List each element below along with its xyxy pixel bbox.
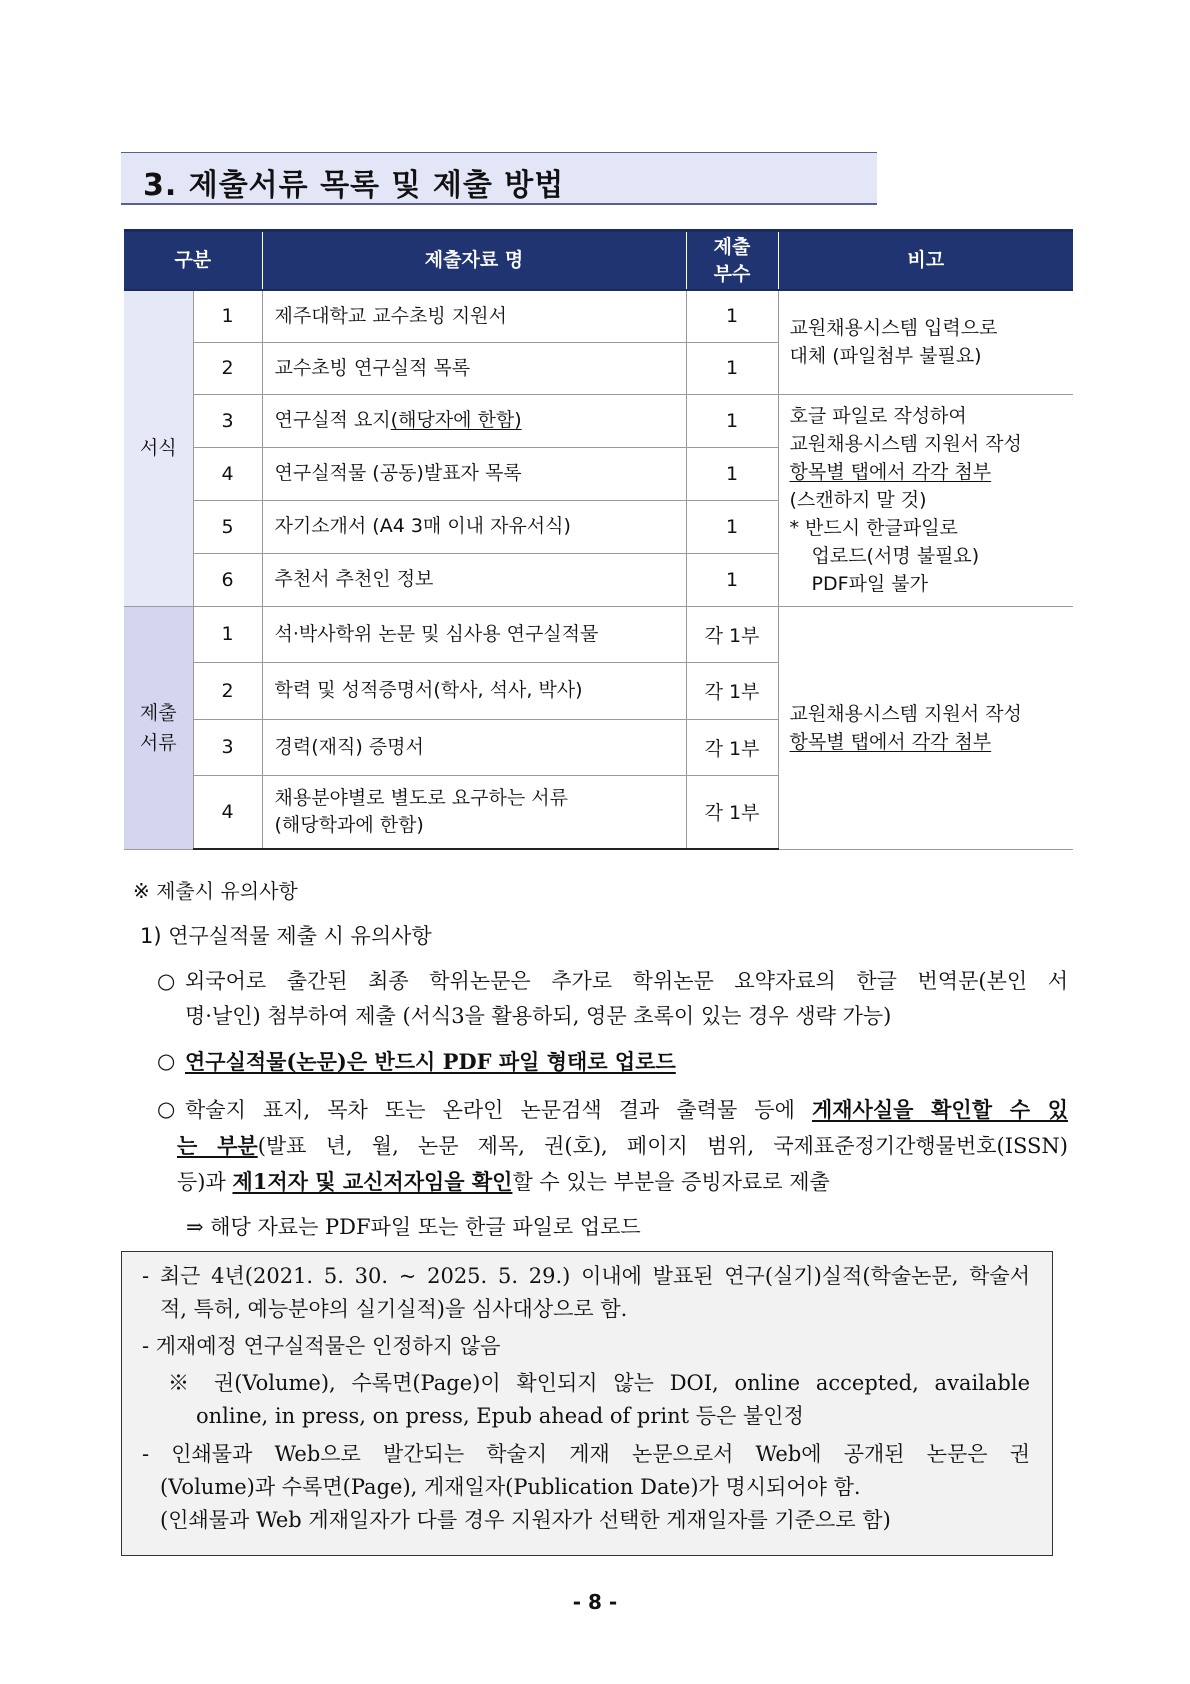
row-number: 6 (193, 553, 262, 606)
header-doc-name: 제출자료 명 (262, 231, 686, 291)
remark-line: 항목별 탭에서 각각 첨부 (789, 730, 992, 753)
doc-count: 1 (686, 447, 778, 500)
note-line: 연구실적물(논문)은 반드시 PDF 파일 형태로 업로드 (185, 1049, 676, 1074)
remark-line: (스캔하지 말 것) (789, 489, 927, 511)
row-number: 4 (193, 775, 262, 849)
doc-count: 각 1부 (686, 662, 778, 719)
header-category: 구분 (124, 231, 262, 291)
doc-name: 추천서 추천인 정보 (262, 553, 686, 606)
doc-count: 1 (686, 290, 778, 342)
remark-cell (778, 394, 1073, 606)
doc-name: 제주대학교 교수초빙 지원서 (262, 290, 686, 342)
info-line: online, in press, on press, Epub ahead of print 등은 불인정 (196, 1404, 804, 1428)
remark-cell (778, 606, 1073, 849)
note-emphasis: 제1저자 및 교신저자임을 확인 (232, 1169, 513, 1194)
section-heading (121, 152, 877, 205)
remark-line: 교원채용시스템 입력으로 (789, 317, 998, 340)
table-row (124, 606, 1073, 662)
doc-name: 석·박사학위 논문 및 심사용 연구실적물 (262, 606, 686, 662)
table-row (124, 290, 1073, 342)
doc-name: 학력 및 성적증명서(학사, 석사, 박사) (262, 662, 686, 719)
remark-line: 항목별 탭에서 각각 첨부 (789, 461, 992, 483)
note-line (177, 1164, 1068, 1200)
bullet-circle-icon: ○ (157, 969, 176, 993)
documents-table (124, 229, 1073, 850)
remark-line: PDF파일 불가 (811, 573, 928, 595)
doc-name: 교수초빙 연구실적 목록 (262, 342, 686, 394)
info-line: (Volume)과 수록면(Page), 게재일자(Publication Date)가 명시되어야 함. (160, 1475, 861, 1499)
category-submission-line2: 서류 (139, 731, 177, 754)
table-header-row (124, 231, 1073, 291)
doc-count: 1 (686, 500, 778, 553)
remark-line: * 반드시 한글파일로 (789, 517, 958, 539)
remark-line: 업로드(서명 불필요) (811, 545, 980, 567)
category-forms-label: 서식 (139, 437, 177, 460)
note-text: (발표 년, 월, 논문 제목, 권(호), 페이지 범위, 국제표준정기간행물번호(ISSN) (257, 1134, 1068, 1158)
row-number: 2 (193, 342, 262, 394)
note-arrow-line: ⇒ 해당 자료는 PDF파일 또는 한글 파일로 업로드 (186, 1215, 641, 1239)
doc-name (262, 394, 686, 447)
table-row (124, 394, 1073, 447)
remark-line: 대체 (파일첨부 불필요) (789, 345, 982, 368)
remark-line: 교원채용시스템 지원서 작성 (789, 433, 1022, 455)
doc-count: 각 1부 (686, 719, 778, 775)
category-submission-line1: 제출 (139, 701, 177, 724)
info-line: (인쇄물과 Web 게재일자가 다를 경우 지원자가 선택한 게재일자를 기준으로 함) (160, 1508, 891, 1532)
header-count-line2: 부수 (713, 262, 751, 285)
note-text: 학술지 표지, 목차 또는 온라인 논문검색 결과 출력물 등에 (185, 1098, 812, 1122)
note-emphasis: 게재사실을 확인할 수 있 (811, 1097, 1068, 1122)
info-line: 적, 특허, 예능분야의 실기실적)을 심사대상으로 함. (160, 1297, 628, 1321)
remark-line: 교원채용시스템 지원서 작성 (789, 702, 1022, 725)
note-text: 할 수 있는 부분을 증빙자료로 제출 (512, 1170, 830, 1194)
info-line: - 인쇄물과 Web으로 발간되는 학술지 게재 논문으로서 Web에 공개된 논문은 권 (142, 1442, 1030, 1466)
section-title: 3. 제출서류 목록 및 제출 방법 (143, 168, 565, 203)
bullet-circle-icon: ○ (157, 1097, 176, 1121)
page-number: - 8 - (572, 1590, 618, 1614)
note-line: 명·날인) 첨부하여 제출 (서식3을 활용하되, 영문 초록이 있는 경우 생략 가능) (185, 1004, 892, 1028)
row-number: 1 (193, 290, 262, 342)
bullet-circle-icon: ○ (157, 1049, 176, 1073)
info-line: - 게재예정 연구실적물은 인정하지 않음 (142, 1334, 501, 1358)
category-submission (124, 606, 193, 849)
remark-cell (778, 290, 1073, 394)
doc-count: 1 (686, 553, 778, 606)
doc-count: 1 (686, 342, 778, 394)
info-line: ※ 권(Volume), 수록면(Page)이 확인되지 않는 DOI, online accepted, available (168, 1371, 1030, 1395)
note-text: 등)과 (177, 1170, 233, 1194)
row-number: 4 (193, 447, 262, 500)
doc-name: 연구실적물 (공동)발표자 목록 (262, 447, 686, 500)
note-line (185, 1092, 1068, 1128)
doc-count: 각 1부 (686, 775, 778, 849)
doc-name-line1: 채용분야별로 별도로 요구하는 서류 (274, 786, 568, 809)
notes-subtitle: 1) 연구실적물 제출 시 유의사항 (140, 924, 432, 948)
header-count-line1: 제출 (713, 235, 751, 258)
header-remarks: 비고 (778, 231, 1073, 291)
doc-name-main: 연구실적 요지 (274, 409, 391, 431)
note-line: 외국어로 출간된 최종 학위논문은 추가로 학위논문 요약자료의 한글 번역문(본인 서 (185, 969, 1068, 993)
row-number: 3 (193, 719, 262, 775)
note-line (177, 1128, 1068, 1164)
header-count (686, 231, 778, 291)
row-number: 5 (193, 500, 262, 553)
row-number: 2 (193, 662, 262, 719)
doc-name: 자기소개서 (A4 3매 이내 자유서식) (262, 500, 686, 553)
doc-name-qualifier: (해당자에 한함) (390, 409, 522, 431)
info-line: - 최근 4년(2021. 5. 30. ~ 2025. 5. 29.) 이내에 발표된 연구(실기)실적(학술논문, 학술서 (142, 1264, 1030, 1288)
doc-name (262, 775, 686, 849)
row-number: 1 (193, 606, 262, 662)
category-forms (124, 290, 193, 606)
note-emphasis: 는 부분 (177, 1133, 258, 1158)
notes-title: ※ 제출시 유의사항 (133, 879, 298, 903)
remark-line: 호글 파일로 작성하여 (789, 405, 967, 427)
doc-count: 각 1부 (686, 606, 778, 662)
doc-name: 경력(재직) 증명서 (262, 719, 686, 775)
row-number: 3 (193, 394, 262, 447)
info-box (121, 1251, 1053, 1556)
doc-count: 1 (686, 394, 778, 447)
doc-name-line2: (해당학과에 한함) (274, 813, 424, 836)
